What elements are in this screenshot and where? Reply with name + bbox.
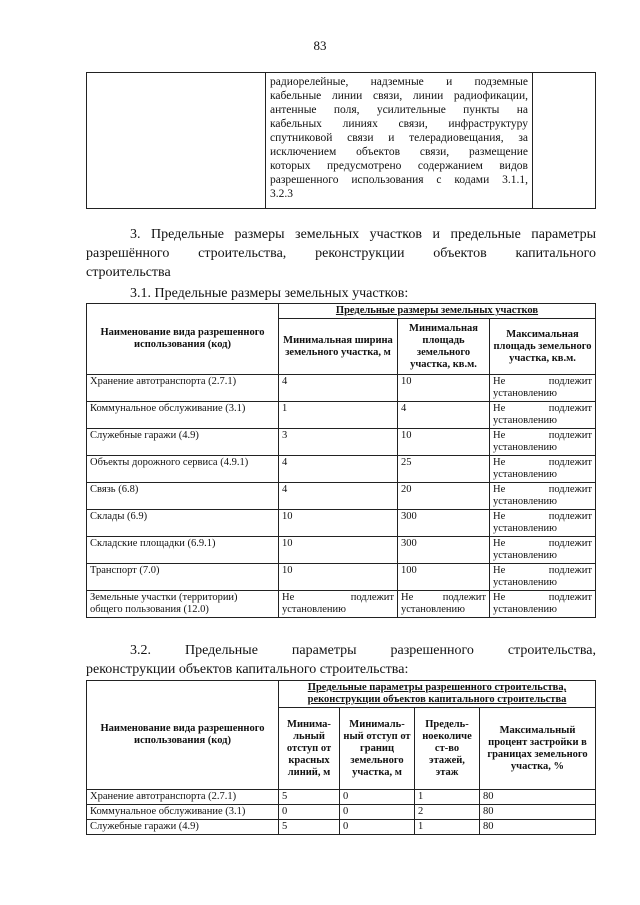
group-header: Предельные параметры разрешенного строительства, реконструкции объектов капитального строительства (279, 681, 596, 708)
table-row: Земельные участки (территории) общего пользования (12.0) Не подлежит установлению Не подлежит установлению Не подлежит установлению (87, 591, 596, 618)
table-row: Объекты дорожного сервиса (4.9.1) 4 25 Не подлежит установлению (87, 456, 596, 483)
table-row: Коммунальное обслуживание (3.1) 1 4 Не подлежит установлению (87, 402, 596, 429)
section3-line2: разрешённого строительства, реконструкции объектов капитального (86, 246, 596, 261)
col-header-min-area: Минимальная площадь земельного участка, кв.м. (398, 319, 490, 375)
page-number: 83 (313, 38, 327, 53)
col-header-border: Минималь-ный отступ от границ земельного участка, м (340, 708, 415, 790)
table-row: Служебные гаражи (4.9) 3 10 Не подлежит установлению (87, 429, 596, 456)
section32-line2: реконструкции объектов капитального строительства: (86, 662, 409, 677)
empty-cell (87, 73, 266, 209)
section3-line3: строительства (86, 265, 171, 280)
table-row: Склады (6.9) 10 300 Не подлежит установлению (87, 510, 596, 537)
col-header-name: Наименование вида разрешенного использования (код) (87, 304, 279, 375)
col-header-width: Минимальная ширина земельного участка, м (279, 319, 398, 375)
building-params-table (86, 680, 596, 835)
col-header-floors: Предель-ноеколиче ст-во этажей, этаж (415, 708, 480, 790)
table-row: Связь (6.8) 4 20 Не подлежит установлению (87, 483, 596, 510)
section31-heading: 3.1. Предельные размеры земельных участков: (130, 286, 409, 301)
col-header-max-area: Максимальная площадь земельного участка, кв.м. (490, 319, 596, 375)
table-row: Складские площадки (6.9.1) 10 300 Не подлежит установлению (87, 537, 596, 564)
section3-line1: 3. Предельные размеры земельных участков и предельные параметры (130, 227, 596, 242)
continuation-table (86, 72, 596, 209)
continuation-text: радиорелейные, надземные и подземные кабельные линии связи, линии радиофикации, антенные поля, усилительные пункты на кабельных линиях связи, инфраструктуру спутниковой связи и телерадиовещания, за исключением объектов связи, размещение которых предусмотрено содержанием видов разрешенного использования с кодами 3.1.1, 3.2.3 (266, 73, 533, 209)
section32-line1: 3.2. Предельные параметры разрешенного строительства, (130, 643, 596, 658)
table-row: Транспорт (7.0) 10 100 Не подлежит установлению (87, 564, 596, 591)
table-row: Служебные гаражи (4.9) 5 0 1 80 (87, 820, 596, 835)
col-header-name: Наименование вида разрешенного использования (код) (87, 681, 279, 790)
land-size-table (86, 303, 596, 618)
col-header-red-lines: Минима-льный отступ от красных линий, м (279, 708, 340, 790)
table-row: Хранение автотранспорта (2.7.1) 4 10 Не подлежит установлению (87, 375, 596, 402)
group-header: Предельные размеры земельных участков (279, 304, 596, 319)
col-header-percent: Максимальный процент застройки в границах земельного участка, % (480, 708, 596, 790)
empty-cell (533, 73, 596, 209)
table-row: Коммунальное обслуживание (3.1) 0 0 2 80 (87, 805, 596, 820)
table-row: Хранение автотранспорта (2.7.1) 5 0 1 80 (87, 790, 596, 805)
